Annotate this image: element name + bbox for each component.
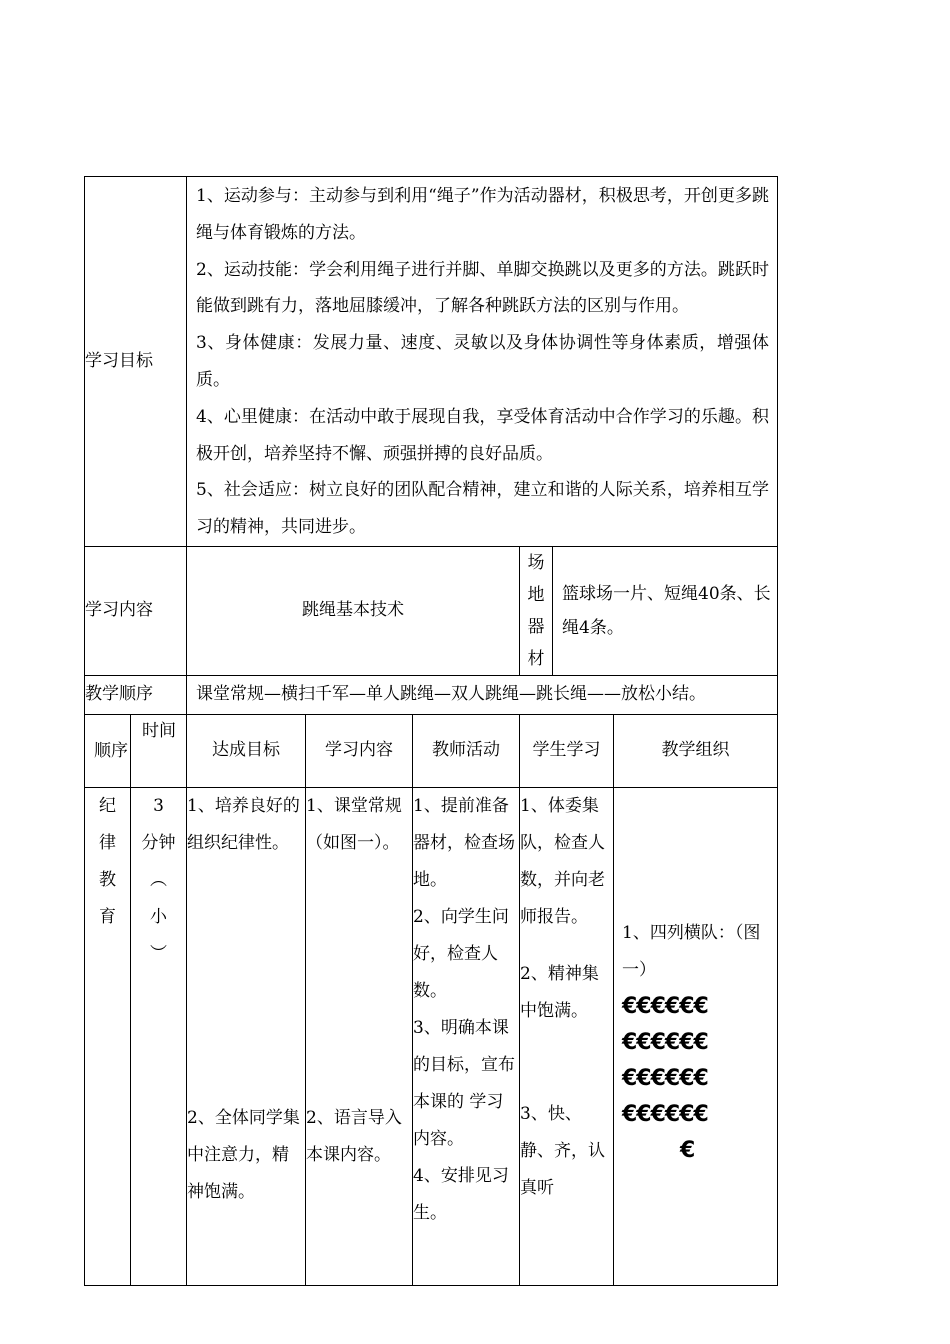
objective-item: 5、社会适应：树立良好的团队配合精神，建立和谐的人际关系，培养相互学习的精神，共同进步。: [196, 480, 770, 538]
goal-item: 1、培养良好的组织纪律性。: [187, 795, 300, 853]
content-item: 2、语言导入本课内容。: [306, 1107, 402, 1165]
formation-row: €€€€€€: [622, 1101, 708, 1127]
time-line: 小: [150, 906, 167, 927]
student-cell: [520, 787, 614, 1285]
teacher-cell: [413, 787, 520, 1285]
organization-cell: [614, 787, 778, 1285]
sequence-value: 课堂常规—横扫千军—单人跳绳—双人跳绳—跳长绳——放松小结。: [187, 675, 778, 714]
objective-item: 1、运动参与：主动参与到利用“绳子”作为活动器材，积极思考，开创更多跳绳与体育锻炼的方法。: [196, 186, 770, 243]
order-char: 纪: [99, 795, 116, 816]
content-label: 学习内容: [85, 546, 187, 675]
student-item: 2、精神集中饱满。: [520, 963, 599, 1021]
discipline-row: [85, 787, 778, 1285]
formation-row: €€€€€€: [622, 1029, 708, 1055]
goal-cell: [187, 787, 306, 1285]
teacher-item: 1、提前准备器材，检查场地。: [413, 795, 515, 890]
time-line: 3: [153, 795, 164, 816]
organization-label: 1、四列横队：（图一）: [622, 922, 761, 980]
content-item: 1、课堂常规（如图一）。: [306, 795, 402, 853]
teacher-item: 4、安排见习生。: [413, 1165, 509, 1223]
objectives-list: [187, 177, 777, 546]
lesson-plan-table: [84, 176, 778, 1286]
student-item: 3、快、静、齐，认真听: [520, 1103, 605, 1198]
objective-item: 4、心里健康：在活动中敢于展现自我，享受体育活动中合作学习的乐趣。积极开创，培养坚持不懈、顽强拼搏的良好品质。: [196, 406, 770, 464]
time-cell: [131, 787, 187, 1285]
time-line: 分钟: [141, 832, 176, 853]
formation-row: €€€€€€: [622, 1065, 708, 1091]
goal-item: 2、全体同学集中注意力，精神饱满。: [187, 1107, 300, 1202]
header-time: 时间: [131, 714, 187, 787]
venue-value: 篮球场一片、短绳40条、长绳4条。: [553, 546, 778, 675]
time-line: ︶: [150, 943, 167, 964]
content-value: 跳绳基本技术: [187, 546, 520, 675]
header-order: 顺序: [85, 714, 131, 787]
order-char: 律: [99, 832, 116, 853]
objective-item: 2、运动技能：学会利用绳子进行并脚、单脚交换跳以及更多的方法。跳跃时能做到跳有力，落地屈膝缓冲，了解各种跳跃方法的区别与作用。: [196, 259, 770, 317]
time-line: ︵: [150, 869, 167, 890]
formation-diagram: [614, 788, 777, 1169]
teacher-item: 2、向学生问好，检查人数。: [413, 906, 509, 1001]
content-cell: [306, 787, 413, 1285]
formation-teacher: €: [680, 1137, 695, 1163]
formation-row: €€€€€€: [622, 993, 708, 1019]
order-cell: [85, 787, 131, 1285]
objectives-cell: [187, 177, 778, 547]
objectives-label: 学习目标: [85, 177, 187, 547]
header-content: 学习内容: [306, 714, 413, 787]
sequence-label: 教学顺序: [85, 675, 187, 714]
sequence-row: [85, 675, 778, 714]
header-goal: 达成目标: [187, 714, 306, 787]
order-char: 教: [99, 869, 116, 890]
header-teacher: 教师活动: [413, 714, 520, 787]
objective-item: 3、身体健康：发展力量、速度、灵敏以及身体协调性等身体素质，增强体质。: [196, 333, 770, 390]
teacher-item: 3、明确本课的目标，宣布本课的 学习内容。: [413, 1017, 515, 1149]
student-item: 1、体委集队，检查人数，并向老师报告。: [520, 795, 605, 927]
header-row: [85, 714, 778, 787]
header-organization: 教学组织: [614, 714, 778, 787]
order-char: 育: [99, 906, 116, 927]
venue-label: 场地器材: [520, 546, 553, 675]
header-student: 学生学习: [520, 714, 614, 787]
content-row: [85, 546, 778, 675]
objectives-row: [85, 177, 778, 547]
